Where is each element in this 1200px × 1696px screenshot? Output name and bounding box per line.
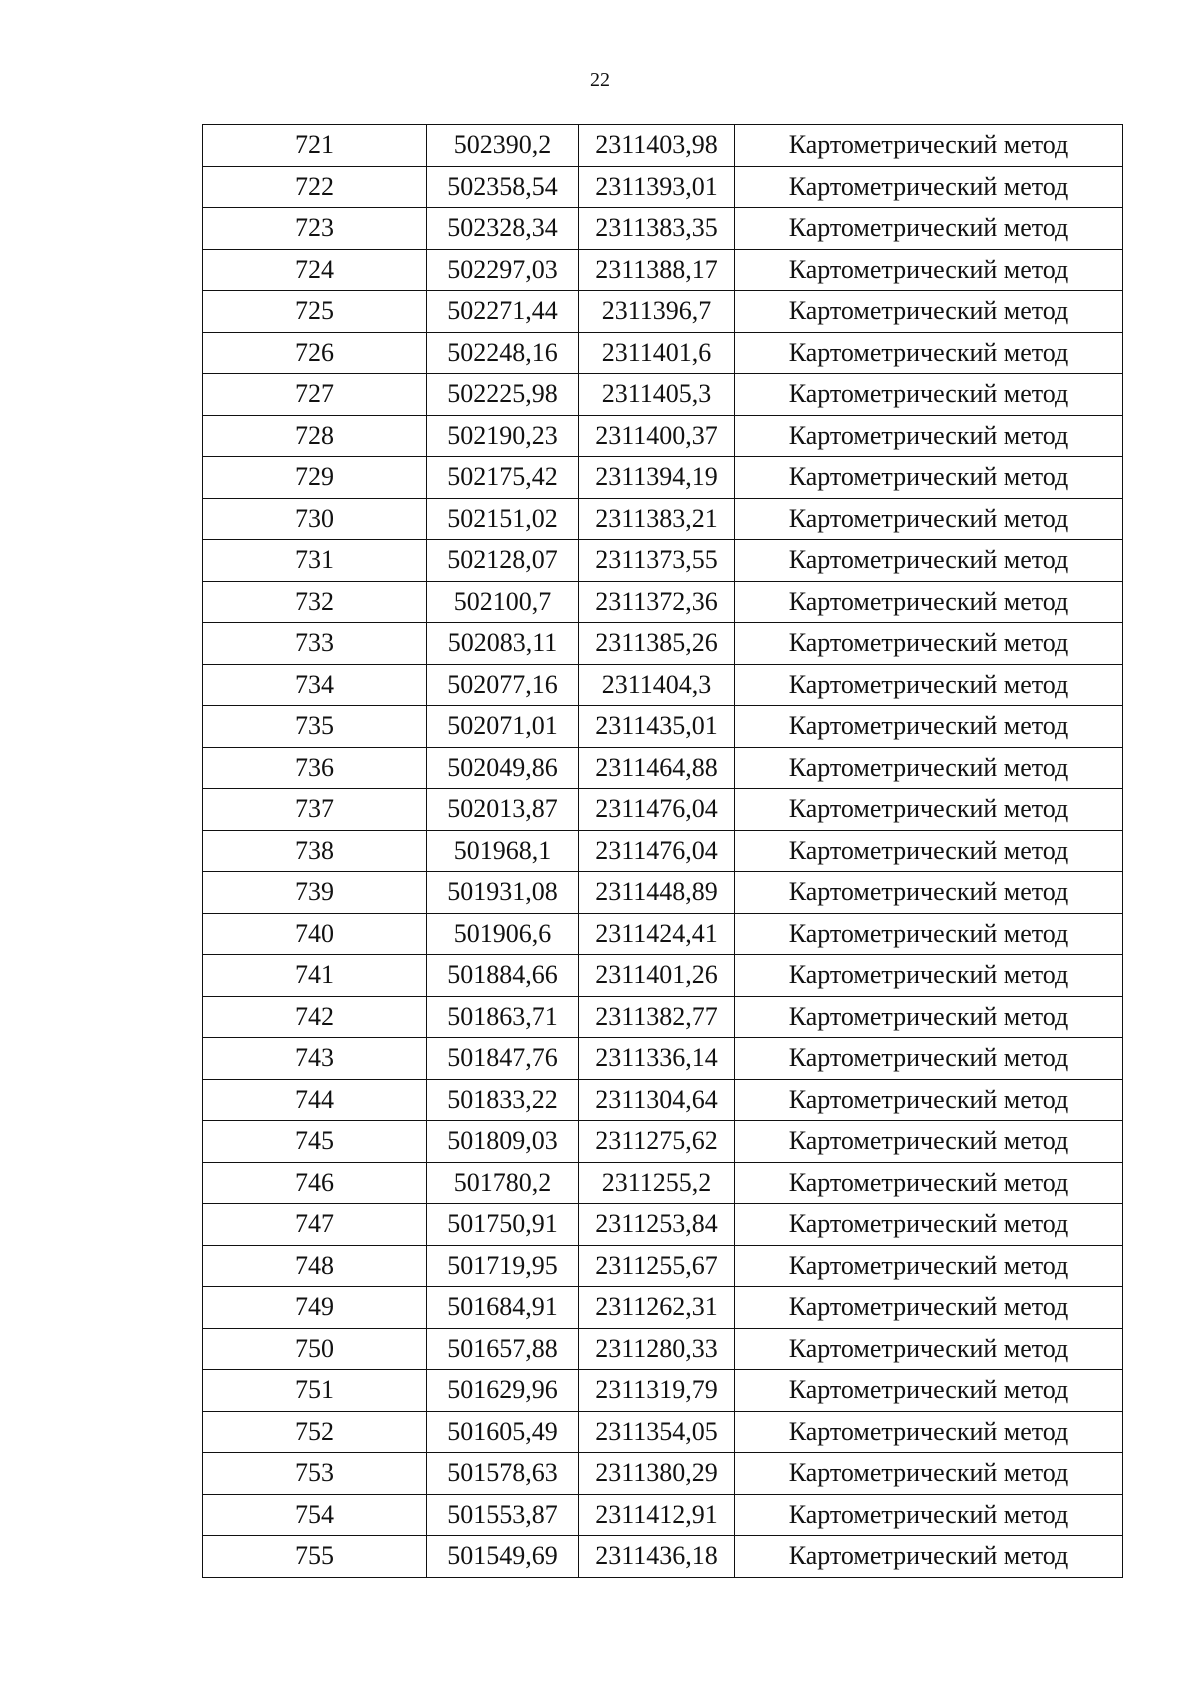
page-number: 22 [590,69,610,91]
coordinates-table [202,124,1123,1578]
y-coordinate-cell: 2311464,88 [579,747,735,789]
x-coordinate-cell: 502248,16 [427,332,579,374]
y-coordinate-cell: 2311448,89 [579,872,735,914]
table-row [203,789,1123,831]
point-number-cell: 734 [203,664,427,706]
y-coordinate-cell: 2311401,6 [579,332,735,374]
table-row [203,374,1123,416]
method-cell: Картометрический метод [735,125,1123,167]
point-number-cell: 750 [203,1328,427,1370]
x-coordinate-cell: 502225,98 [427,374,579,416]
method-cell: Картометрический метод [735,1245,1123,1287]
method-cell: Картометрический метод [735,1287,1123,1329]
x-coordinate-cell: 501780,2 [427,1162,579,1204]
point-number-cell: 744 [203,1079,427,1121]
y-coordinate-cell: 2311476,04 [579,789,735,831]
point-number-cell: 728 [203,415,427,457]
y-coordinate-cell: 2311255,67 [579,1245,735,1287]
method-cell: Картометрический метод [735,623,1123,665]
method-cell: Картометрический метод [735,913,1123,955]
point-number-cell: 736 [203,747,427,789]
x-coordinate-cell: 502390,2 [427,125,579,167]
table-row [203,1453,1123,1495]
table-row [203,415,1123,457]
x-coordinate-cell: 501549,69 [427,1536,579,1578]
x-coordinate-cell: 501719,95 [427,1245,579,1287]
y-coordinate-cell: 2311280,33 [579,1328,735,1370]
table-row [203,291,1123,333]
method-cell: Картометрический метод [735,249,1123,291]
x-coordinate-cell: 501578,63 [427,1453,579,1495]
point-number-cell: 735 [203,706,427,748]
table-row [203,872,1123,914]
y-coordinate-cell: 2311336,14 [579,1038,735,1080]
point-number-cell: 725 [203,291,427,333]
point-number-cell: 751 [203,1370,427,1412]
y-coordinate-cell: 2311404,3 [579,664,735,706]
y-coordinate-cell: 2311383,21 [579,498,735,540]
x-coordinate-cell: 502071,01 [427,706,579,748]
method-cell: Картометрический метод [735,1453,1123,1495]
point-number-cell: 755 [203,1536,427,1578]
point-number-cell: 729 [203,457,427,499]
x-coordinate-cell: 502100,7 [427,581,579,623]
table-row [203,747,1123,789]
table-row [203,955,1123,997]
method-cell: Картометрический метод [735,1536,1123,1578]
method-cell: Картометрический метод [735,747,1123,789]
x-coordinate-cell: 501968,1 [427,830,579,872]
point-number-cell: 741 [203,955,427,997]
method-cell: Картометрический метод [735,581,1123,623]
point-number-cell: 754 [203,1494,427,1536]
y-coordinate-cell: 2311255,2 [579,1162,735,1204]
coordinates-table-body [203,125,1123,1578]
point-number-cell: 738 [203,830,427,872]
y-coordinate-cell: 2311319,79 [579,1370,735,1412]
x-coordinate-cell: 501605,49 [427,1411,579,1453]
x-coordinate-cell: 502175,42 [427,457,579,499]
point-number-cell: 743 [203,1038,427,1080]
point-number-cell: 723 [203,208,427,250]
x-coordinate-cell: 502297,03 [427,249,579,291]
y-coordinate-cell: 2311394,19 [579,457,735,499]
table-row [203,996,1123,1038]
method-cell: Картометрический метод [735,872,1123,914]
y-coordinate-cell: 2311383,35 [579,208,735,250]
point-number-cell: 747 [203,1204,427,1246]
y-coordinate-cell: 2311400,37 [579,415,735,457]
table-row [203,1121,1123,1163]
x-coordinate-cell: 502077,16 [427,664,579,706]
y-coordinate-cell: 2311396,7 [579,291,735,333]
x-coordinate-cell: 501863,71 [427,996,579,1038]
point-number-cell: 724 [203,249,427,291]
x-coordinate-cell: 501884,66 [427,955,579,997]
table-row [203,913,1123,955]
y-coordinate-cell: 2311354,05 [579,1411,735,1453]
point-number-cell: 730 [203,498,427,540]
point-number-cell: 727 [203,374,427,416]
table-row [203,208,1123,250]
y-coordinate-cell: 2311393,01 [579,166,735,208]
method-cell: Картометрический метод [735,1121,1123,1163]
y-coordinate-cell: 2311403,98 [579,125,735,167]
x-coordinate-cell: 502083,11 [427,623,579,665]
x-coordinate-cell: 501809,03 [427,1121,579,1163]
y-coordinate-cell: 2311476,04 [579,830,735,872]
method-cell: Картометрический метод [735,996,1123,1038]
method-cell: Картометрический метод [735,664,1123,706]
y-coordinate-cell: 2311373,55 [579,540,735,582]
table-row [203,664,1123,706]
method-cell: Картометрический метод [735,332,1123,374]
y-coordinate-cell: 2311275,62 [579,1121,735,1163]
y-coordinate-cell: 2311436,18 [579,1536,735,1578]
point-number-cell: 742 [203,996,427,1038]
y-coordinate-cell: 2311388,17 [579,249,735,291]
x-coordinate-cell: 501931,08 [427,872,579,914]
x-coordinate-cell: 502013,87 [427,789,579,831]
method-cell: Картометрический метод [735,415,1123,457]
table-row [203,1536,1123,1578]
x-coordinate-cell: 501847,76 [427,1038,579,1080]
table-row [203,1038,1123,1080]
method-cell: Картометрический метод [735,498,1123,540]
y-coordinate-cell: 2311253,84 [579,1204,735,1246]
y-coordinate-cell: 2311380,29 [579,1453,735,1495]
method-cell: Картометрический метод [735,166,1123,208]
point-number-cell: 748 [203,1245,427,1287]
method-cell: Картометрический метод [735,1411,1123,1453]
x-coordinate-cell: 502151,02 [427,498,579,540]
x-coordinate-cell: 501657,88 [427,1328,579,1370]
table-row [203,166,1123,208]
point-number-cell: 746 [203,1162,427,1204]
method-cell: Картометрический метод [735,374,1123,416]
method-cell: Картометрический метод [735,291,1123,333]
table-row [203,1162,1123,1204]
y-coordinate-cell: 2311401,26 [579,955,735,997]
point-number-cell: 721 [203,125,427,167]
table-row [203,457,1123,499]
y-coordinate-cell: 2311304,64 [579,1079,735,1121]
table-row [203,623,1123,665]
table-row [203,581,1123,623]
point-number-cell: 749 [203,1287,427,1329]
method-cell: Картометрический метод [735,1494,1123,1536]
y-coordinate-cell: 2311382,77 [579,996,735,1038]
y-coordinate-cell: 2311405,3 [579,374,735,416]
method-cell: Картометрический метод [735,1370,1123,1412]
point-number-cell: 745 [203,1121,427,1163]
method-cell: Картометрический метод [735,1038,1123,1080]
x-coordinate-cell: 502271,44 [427,291,579,333]
table-row [203,1328,1123,1370]
table-row [203,540,1123,582]
x-coordinate-cell: 502049,86 [427,747,579,789]
method-cell: Картометрический метод [735,955,1123,997]
table-row [203,1204,1123,1246]
y-coordinate-cell: 2311262,31 [579,1287,735,1329]
x-coordinate-cell: 501629,96 [427,1370,579,1412]
table-row [203,498,1123,540]
table-row [203,830,1123,872]
table-row [203,1411,1123,1453]
table-row [203,706,1123,748]
method-cell: Картометрический метод [735,830,1123,872]
point-number-cell: 752 [203,1411,427,1453]
table-row [203,249,1123,291]
table-row [203,1079,1123,1121]
point-number-cell: 722 [203,166,427,208]
method-cell: Картометрический метод [735,789,1123,831]
method-cell: Картометрический метод [735,457,1123,499]
table-row [203,332,1123,374]
point-number-cell: 753 [203,1453,427,1495]
x-coordinate-cell: 501750,91 [427,1204,579,1246]
point-number-cell: 733 [203,623,427,665]
y-coordinate-cell: 2311424,41 [579,913,735,955]
table-row [203,1245,1123,1287]
method-cell: Картометрический метод [735,1204,1123,1246]
x-coordinate-cell: 502128,07 [427,540,579,582]
table-row [203,1494,1123,1536]
point-number-cell: 737 [203,789,427,831]
method-cell: Картометрический метод [735,208,1123,250]
y-coordinate-cell: 2311385,26 [579,623,735,665]
method-cell: Картометрический метод [735,1162,1123,1204]
x-coordinate-cell: 502190,23 [427,415,579,457]
y-coordinate-cell: 2311372,36 [579,581,735,623]
x-coordinate-cell: 501553,87 [427,1494,579,1536]
point-number-cell: 732 [203,581,427,623]
x-coordinate-cell: 501684,91 [427,1287,579,1329]
table-row [203,1370,1123,1412]
y-coordinate-cell: 2311435,01 [579,706,735,748]
x-coordinate-cell: 501906,6 [427,913,579,955]
method-cell: Картометрический метод [735,706,1123,748]
y-coordinate-cell: 2311412,91 [579,1494,735,1536]
x-coordinate-cell: 502328,34 [427,208,579,250]
point-number-cell: 731 [203,540,427,582]
point-number-cell: 739 [203,872,427,914]
method-cell: Картометрический метод [735,1328,1123,1370]
table-row [203,1287,1123,1329]
point-number-cell: 726 [203,332,427,374]
point-number-cell: 740 [203,913,427,955]
method-cell: Картометрический метод [735,1079,1123,1121]
x-coordinate-cell: 502358,54 [427,166,579,208]
x-coordinate-cell: 501833,22 [427,1079,579,1121]
method-cell: Картометрический метод [735,540,1123,582]
table-row [203,125,1123,167]
